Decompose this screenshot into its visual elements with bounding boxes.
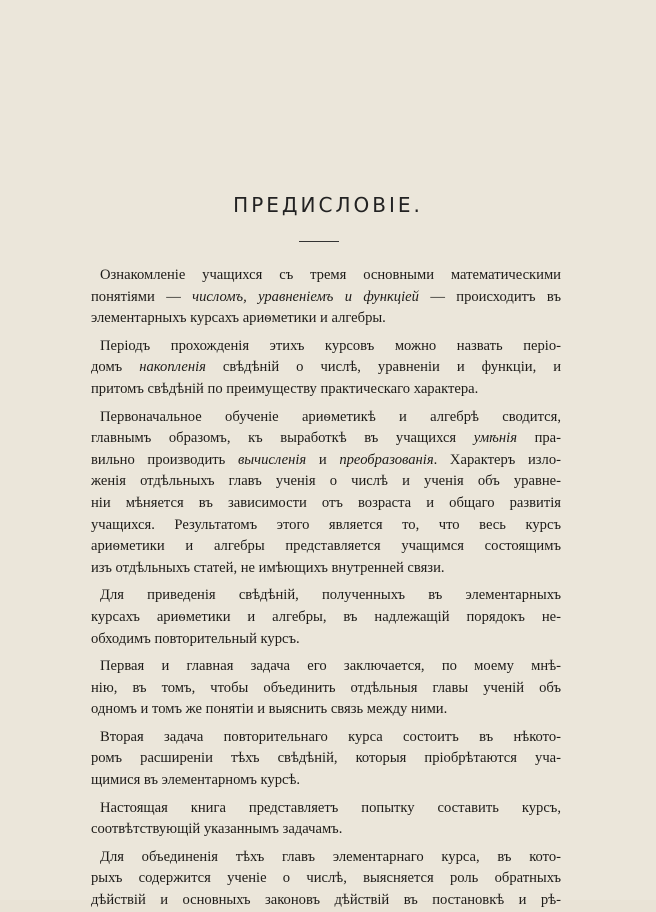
text-line xyxy=(91,607,561,629)
text-segment: вильно производить xyxy=(91,451,238,468)
text-line xyxy=(91,450,561,472)
text-segment: Настоящая книга представляетъ попытку составить курсъ, xyxy=(100,799,561,816)
text-line xyxy=(91,357,561,379)
text-segment: домъ xyxy=(91,359,140,376)
text-segment: Періодъ прохожденія этихъ курсовъ можно назвать періо- xyxy=(100,337,561,354)
emphasis-text: накопленія xyxy=(139,359,206,376)
paragraph xyxy=(91,727,561,792)
text-line xyxy=(91,407,561,429)
text-segment: и xyxy=(306,451,340,468)
text-line xyxy=(91,308,561,330)
text-line xyxy=(91,493,561,515)
text-line xyxy=(91,656,561,678)
text-line xyxy=(91,287,561,309)
text-segment: рыхъ содержится ученіе о числѣ, выясняется роль обратныхъ xyxy=(91,870,561,887)
paragraph xyxy=(91,847,561,912)
text-line xyxy=(91,471,561,493)
text-segment: притомъ свѣдѣній по преимуществу практическаго характера. xyxy=(91,380,479,397)
text-segment: щимися въ элементарномъ курсѣ. xyxy=(91,772,301,789)
emphasis-text: числомъ, уравненіемъ и функціей xyxy=(192,288,419,305)
text-line xyxy=(91,629,561,651)
text-line xyxy=(91,428,561,450)
text-line xyxy=(91,536,561,558)
text-segment: курсахъ ариѳметики и алгебры, въ надлежащій порядокъ не- xyxy=(91,608,561,625)
text-line xyxy=(91,678,561,700)
text-segment: пра- xyxy=(516,430,562,447)
text-segment: — происходитъ въ xyxy=(418,288,562,305)
text-line xyxy=(91,798,561,820)
text-segment: свѣдѣній о числѣ, уравненіи и функціи, и xyxy=(205,359,562,376)
paragraph xyxy=(91,656,561,721)
text-segment: ніи мѣняется въ зависимости отъ возраста и общаго развитія xyxy=(91,494,561,511)
text-segment: обходимъ повторительный курсъ. xyxy=(91,630,300,647)
text-line xyxy=(91,585,561,607)
title-divider xyxy=(299,241,339,242)
text-segment: изъ отдѣльныхъ статей, не имѣющихъ внутренней связи. xyxy=(91,559,445,576)
text-segment: соотвѣтствующій указаннымъ задачамъ. xyxy=(91,821,343,838)
text-segment: Первоначальное обученіе ариѳметикѣ и алгебрѣ сводится, xyxy=(100,408,561,425)
text-line xyxy=(91,727,561,749)
paragraph xyxy=(91,265,561,330)
text-segment: Первая и главная задача его заключается, по моему мнѣ- xyxy=(100,658,561,675)
text-segment: понятіями — xyxy=(91,288,193,305)
text-line xyxy=(91,558,561,580)
text-line xyxy=(91,770,561,792)
text-segment: главнымъ образомъ, къ выработкѣ въ учащихся xyxy=(91,430,474,447)
text-segment: дѣйствій и основныхъ законовъ дѣйствій въ постановкѣ и рѣ- xyxy=(91,892,561,909)
emphasis-text: вычисленія xyxy=(237,451,307,468)
text-segment: . Характеръ изло- xyxy=(433,451,561,468)
text-segment: нію, въ томъ, чтобы объединить отдѣльныя главы ученій объ xyxy=(91,679,561,696)
paragraph xyxy=(91,407,561,580)
text-segment: Для приведенія свѣдѣній, полученныхъ въ элементарныхъ xyxy=(100,587,561,604)
preface-text xyxy=(91,265,561,912)
text-segment: женія отдѣльныхъ главъ ученія о числѣ и ученія объ уравне- xyxy=(91,473,561,490)
text-segment: элементарныхъ курсахъ ариѳметики и алгебры. xyxy=(91,310,386,327)
text-line xyxy=(91,265,561,287)
text-line xyxy=(91,515,561,537)
text-line xyxy=(91,868,561,890)
text-segment: ариѳметики и алгебры представляется учащимся состоящимъ xyxy=(91,538,561,555)
emphasis-text: преобразованія xyxy=(339,451,434,468)
paragraph xyxy=(91,585,561,650)
text-segment: учащихся. Результатомъ этого является то, что весь курсъ xyxy=(91,516,561,533)
text-segment: ромъ расширеніи тѣхъ свѣдѣній, которыя пріобрѣтаются уча- xyxy=(91,750,561,767)
paragraph xyxy=(91,336,561,401)
text-line xyxy=(91,336,561,358)
text-line xyxy=(91,379,561,401)
text-segment: одномъ и томъ же понятіи и выяснить связь между ними. xyxy=(91,701,448,718)
emphasis-text: умѣнія xyxy=(473,430,517,447)
text-segment: Вторая задача повторительнаго курса состоитъ въ нѣкото- xyxy=(100,728,561,745)
text-line xyxy=(91,847,561,869)
page-title: ПРЕДИСЛОВІЕ. xyxy=(233,193,423,217)
text-segment: Ознакомленіе учащихся съ тремя основными математическими xyxy=(100,267,561,283)
text-line xyxy=(91,819,561,841)
text-line xyxy=(91,890,561,912)
text-line xyxy=(91,699,561,721)
text-segment: Для объединенія тѣхъ главъ элементарнаго курса, въ кото- xyxy=(100,848,561,865)
paragraph xyxy=(91,798,561,841)
text-line xyxy=(91,748,561,770)
